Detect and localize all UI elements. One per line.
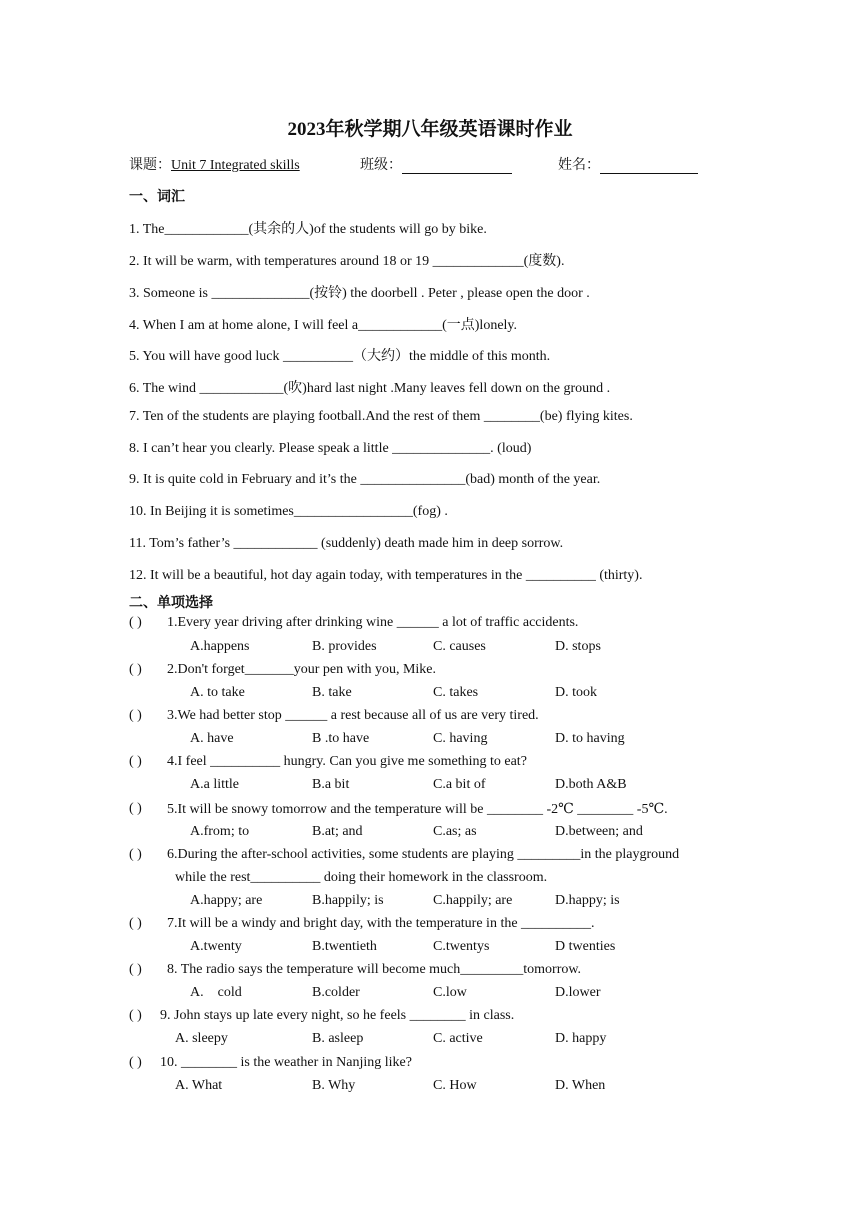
question-text: 8. The radio says the temperature will become much_________tomorrow. (167, 962, 582, 977)
option-c: C.as; as (433, 824, 477, 839)
topic-label: 课题： (129, 158, 171, 173)
vocab-item: 3. Someone is ______________(按铃) the doorbell . Peter , please open the door . (129, 286, 590, 301)
vocab-item: 11. Tom’s father’s ____________ (suddenly) death made him in deep sorrow. (129, 536, 564, 551)
question-text: 1.Every year driving after drinking wine ______ a lot of traffic accidents. (167, 615, 579, 630)
option-c: C.happily; are (433, 893, 513, 908)
answer-paren: ( ) (129, 615, 142, 630)
option-c: C. causes (433, 639, 486, 654)
answer-paren: ( ) (129, 801, 142, 816)
question-text: 5.It will be snowy tomorrow and the temperature will be ________ -2℃ ________ -5℃. (167, 802, 668, 817)
option-a: A. to take (190, 685, 245, 700)
option-a: A. sleepy (175, 1031, 228, 1046)
question-text: 7.It will be a windy and bright day, with the temperature in the __________. (167, 916, 595, 931)
option-b: B.happily; is (312, 893, 384, 908)
vocab-item: 4. When I am at home alone, I will feel a____________(一点)lonely. (129, 318, 518, 333)
answer-paren: ( ) (129, 1055, 142, 1070)
option-c: C.a bit of (433, 777, 486, 792)
option-c: C.twentys (433, 939, 490, 954)
option-b: B.a bit (312, 777, 350, 792)
vocab-item: 12. It will be a beautiful, hot day again today, with temperatures in the __________ (thirty). (129, 568, 643, 583)
class-field (360, 154, 512, 174)
option-a: A. What (175, 1078, 223, 1093)
page-title: 2023年秋学期八年级英语课时作业 (287, 119, 573, 140)
vocab-item: 7. Ten of the students are playing football.And the rest of them ________(be) flying kites. (129, 409, 633, 424)
class-blank (402, 157, 512, 174)
question-text: 9. John stays up late every night, so he feels ________ in class. (160, 1008, 515, 1023)
option-b: B.colder (312, 985, 360, 1000)
option-c: C. takes (433, 685, 479, 700)
option-d: D twenties (555, 939, 616, 954)
option-d: D.both A&B (555, 777, 627, 792)
option-c: C. How (433, 1078, 477, 1093)
option-a: A.happens (190, 639, 250, 654)
vocab-item: 10. In Beijing it is sometimes_________________(fog) . (129, 504, 448, 519)
question-text-continued: while the rest__________ doing their homework in the classroom. (175, 870, 548, 885)
option-d: D.happy; is (555, 893, 620, 908)
section2-heading: 二、单项选择 (129, 596, 213, 611)
question-text: 2.Don't forget_______your pen with you, Mike. (167, 662, 437, 677)
answer-paren: ( ) (129, 847, 142, 862)
option-d: D. When (555, 1078, 606, 1093)
option-d: D. took (555, 685, 597, 700)
option-d: D. happy (555, 1031, 607, 1046)
vocab-item: 5. You will have good luck __________（大约）the middle of this month. (129, 349, 551, 364)
answer-paren: ( ) (129, 708, 142, 723)
question-text: 3.We had better stop ______ a rest because all of us are very tired. (167, 708, 539, 723)
vocab-item: 2. It will be warm, with temperatures around 18 or 19 _____________(度数). (129, 254, 565, 269)
option-d: D.between; and (555, 824, 643, 839)
option-a: A. have (190, 731, 234, 746)
vocab-item: 9. It is quite cold in February and it’s the _______________(bad) month of the year. (129, 472, 601, 487)
option-a: A.happy; are (190, 893, 263, 908)
option-a: A.from; to (190, 824, 250, 839)
vocab-item: 6. The wind ____________(吹)hard last night .Many leaves fell down on the ground . (129, 381, 611, 396)
vocab-item: 1. The____________(其余的人)of the students will go by bike. (129, 222, 487, 237)
option-c: C. active (433, 1031, 483, 1046)
section1-heading: 一、词汇 (129, 190, 185, 205)
answer-paren: ( ) (129, 662, 142, 677)
answer-paren: ( ) (129, 962, 142, 977)
vocab-item: 8. I can’t hear you clearly. Please speak a little ______________. (loud) (129, 441, 532, 456)
option-c: C.low (433, 985, 467, 1000)
option-c: C. having (433, 731, 488, 746)
class-label: 班级： (360, 158, 402, 173)
option-b: B.twentieth (312, 939, 377, 954)
name-label: 姓名： (558, 158, 600, 173)
option-b: B. asleep (312, 1031, 364, 1046)
option-d: D.lower (555, 985, 601, 1000)
answer-paren: ( ) (129, 1008, 142, 1023)
option-d: D. stops (555, 639, 601, 654)
option-a: A.twenty (190, 939, 242, 954)
topic-value: Unit 7 Integrated skills (171, 158, 300, 173)
option-b: B .to have (312, 731, 370, 746)
option-b: B. provides (312, 639, 377, 654)
option-a: A.a little (190, 777, 239, 792)
name-field (558, 154, 698, 174)
option-b: B. take (312, 685, 352, 700)
name-blank (600, 157, 698, 174)
topic-field (129, 154, 300, 174)
option-a: A. cold (190, 985, 242, 1000)
option-b: B.at; and (312, 824, 363, 839)
question-text: 6.During the after-school activities, some students are playing _________in the playground (167, 847, 680, 862)
option-d: D. to having (555, 731, 625, 746)
question-text: 4.I feel __________ hungry. Can you give me something to eat? (167, 754, 527, 769)
option-b: B. Why (312, 1078, 356, 1093)
answer-paren: ( ) (129, 916, 142, 931)
answer-paren: ( ) (129, 754, 142, 769)
question-text: 10. ________ is the weather in Nanjing like? (160, 1055, 412, 1070)
